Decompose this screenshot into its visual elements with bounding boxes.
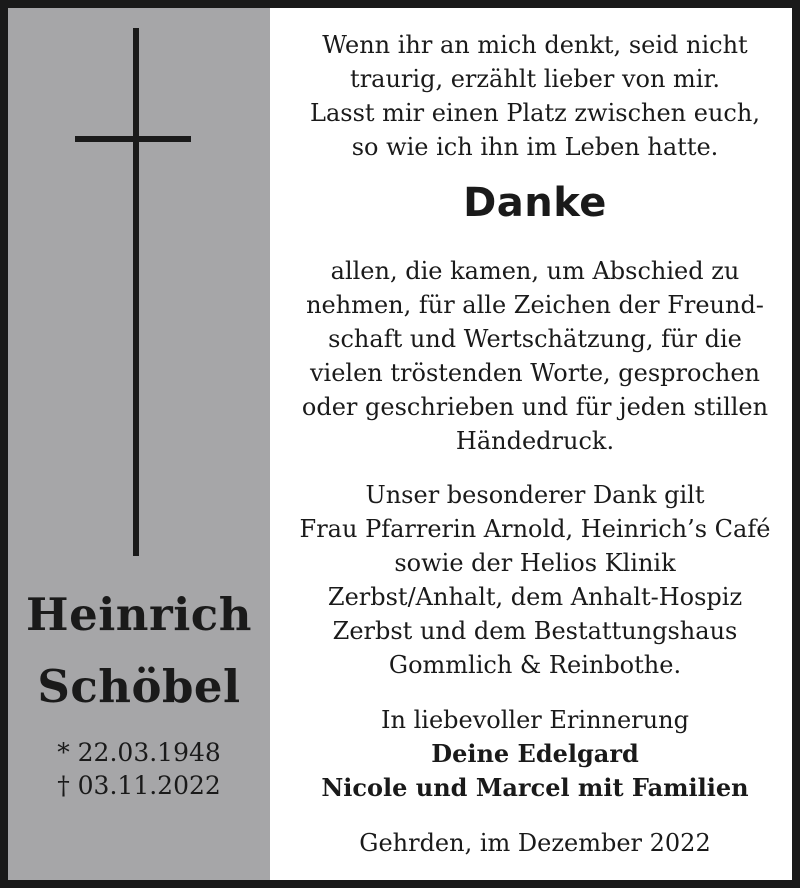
closing-intro: In liebevoller Erinnerung xyxy=(381,706,689,734)
thanks-heading: Danke xyxy=(463,180,607,226)
cross-icon-crossbar xyxy=(75,136,191,142)
poem-line: Wenn ihr an mich denkt, seid nicht xyxy=(322,31,748,59)
thanks-line: Händedruck. xyxy=(455,427,615,455)
poem xyxy=(270,28,800,164)
thanks-line: oder geschrieben und für jeden stillen xyxy=(301,393,769,421)
thanks-line: vielen tröstenden Worte, gesprochen xyxy=(309,359,761,387)
signer-family: Nicole und Marcel mit Familien xyxy=(321,773,749,802)
special-thanks-paragraph xyxy=(270,478,800,682)
poem-line: traurig, erzählt lieber von mir. xyxy=(350,65,720,93)
thanks-line: allen, die kamen, um Abschied zu xyxy=(330,257,740,285)
special-thanks-line: Zerbst/Anhalt, dem Anhalt-Hospiz xyxy=(327,583,743,611)
cross-icon xyxy=(133,28,139,556)
special-thanks-line: sowie der Helios Klinik xyxy=(394,549,676,577)
poem-line: Lasst mir einen Platz zwischen euch, xyxy=(310,99,760,127)
left-panel xyxy=(8,8,270,880)
thanks-line: nehmen, für alle Zeichen der Freund- xyxy=(306,291,764,319)
special-thanks-line: Frau Pfarrerin Arnold, Heinrich’s Café xyxy=(299,515,771,543)
place-date: Gehrden, im Dezember 2022 xyxy=(359,829,711,857)
thanks-paragraph xyxy=(270,254,800,458)
signer-edelgard: Deine Edelgard xyxy=(431,739,639,768)
deceased-first-name: Heinrich xyxy=(26,588,252,641)
right-panel xyxy=(270,8,800,880)
deceased-last-name: Schöbel xyxy=(37,660,241,713)
closing-signature xyxy=(270,703,800,805)
poem-line: so wie ich ihn im Leben hatte. xyxy=(351,133,719,161)
special-thanks-line: Unser besonderer Dank gilt xyxy=(365,481,705,509)
special-thanks-line: Gommlich & Reinbothe. xyxy=(388,651,682,679)
death-date: † 03.11.2022 xyxy=(57,771,221,800)
special-thanks-line: Zerbst und dem Bestattungshaus xyxy=(332,617,738,645)
birth-date: * 22.03.1948 xyxy=(57,738,221,767)
life-dates xyxy=(8,736,270,802)
thanks-line: schaft und Wertschätzung, für die xyxy=(328,325,742,353)
